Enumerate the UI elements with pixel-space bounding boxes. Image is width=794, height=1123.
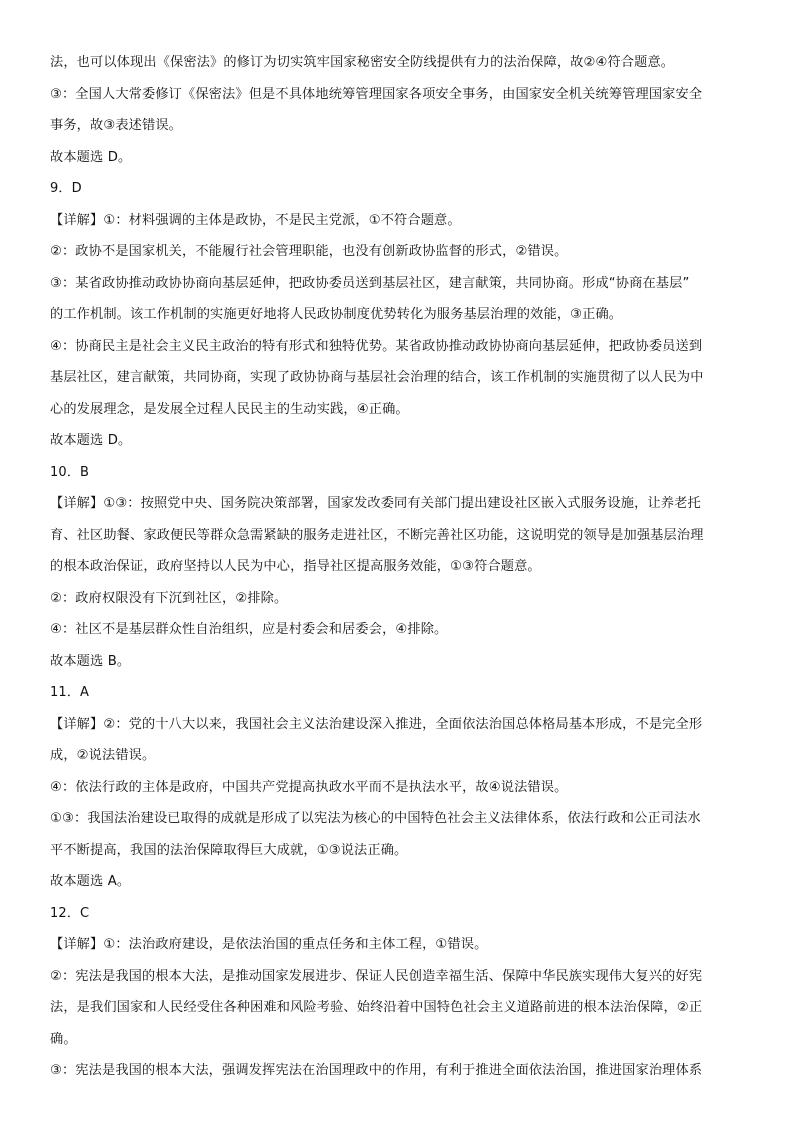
- text-line: 法，也可以体现出《保密法》的修订为切实筑牢国家秘密安全防线提供有力的法治保障，故②④符合题意。: [50, 55, 675, 70]
- text-line: 事务，故③表述错误。: [50, 118, 183, 133]
- answer-number: 9．D: [50, 181, 82, 196]
- text-line: ③：某省政协推动政协协商向基层延伸，把政协委员送到基层社区，建言献策，共同协商。形成“协商在基层”: [50, 276, 690, 291]
- text-line: ③：宪法是我国的根本大法，强调发挥宪法在治国理政中的作用，有利于推进全面依法治国，推进国家治理体系: [50, 1063, 703, 1078]
- text-line: 故本题选 D。: [50, 433, 132, 448]
- text-line: 心的发展理念，是发展全过程人民民主的生动实践，④正确。: [50, 402, 409, 417]
- text-line: 育、社区助餐、家政便民等群众急需紧缺的服务走进社区，不断完善社区功能，这说明党的领导是加强基层治理: [50, 528, 704, 543]
- answer-number: 12．C: [50, 906, 90, 921]
- text-line: 【详解】①③：按照党中央、国务院决策部署，国家发改委同有关部门提出建设社区嵌入式服务设施，让养老托: [50, 496, 701, 511]
- text-line: 的工作机制。该工作机制的实施更好地将人民政协制度优势转化为服务基层治理的效能，③正确。: [50, 307, 623, 322]
- text-line: ④：社区不是基层群众性自治组织，应是村委会和居委会，④排除。: [50, 622, 448, 637]
- text-line: 的根本政治保证，政府坚持以人民为中心，指导社区提高服务效能，①③符合题意。: [50, 559, 541, 574]
- text-line: 基层社区，建言献策，共同协商，实现了政协协商与基层社会治理的结合，该工作机制的实施贯彻了以人民为中: [50, 370, 704, 385]
- text-line: ②：宪法是我国的根本大法，是推动国家发展进步、保证人民创造幸福生活、保障中华民族实现伟大复兴的好宪: [50, 969, 703, 984]
- text-line: ②：政协不是国家机关，不能履行社会管理职能，也没有创新政协监督的形式，②错误。: [50, 244, 568, 259]
- text-line: 故本题选 D。: [50, 150, 132, 165]
- text-line: 平不断提高，我国的法治保障取得巨大成就，①③说法正确。: [50, 843, 408, 858]
- text-line: 法，是我们国家和人民经受住各种困难和风险考验、始终沿着中国特色社会主义道路前进的根本法治保障，②正: [50, 1000, 703, 1015]
- text-line: 故本题选 B。: [50, 654, 131, 669]
- answer-number: 10．B: [50, 465, 90, 480]
- text-line: ②：政府权限没有下沉到社区，②排除。: [50, 591, 288, 606]
- text-line: 【详解】②：党的十八大以来，我国社会主义法治建设深入推进，全面依法治国总体格局基本形成，不是完全形: [50, 717, 703, 732]
- text-line: 【详解】①：材料强调的主体是政协，不是民主党派，①不符合题意。: [50, 213, 461, 228]
- text-line: ①③：我国法治建设已取得的成就是形成了以宪法为核心的中国特色社会主义法律体系，依法行政和公正司法水: [50, 811, 701, 826]
- answer-number: 11．A: [50, 685, 90, 700]
- text-line: ④：依法行政的主体是政府，中国共产党提高执政水平而不是执法水平，故④说法错误。: [50, 780, 568, 795]
- text-line: 成，②说法错误。: [50, 748, 156, 763]
- text-line: ③：全国人大常委修订《保密法》但是不具体地统筹管理国家各项安全事务，由国家安全机关统筹管理国家安全: [50, 87, 703, 102]
- text-line: 故本题选 A。: [50, 874, 131, 889]
- text-line: ④：协商民主是社会主义民主政治的特有形式和独特优势。某省政协推动政协协商向基层延伸，把政协委员送到: [50, 339, 703, 354]
- text-line: 确。: [50, 1032, 77, 1047]
- text-line: 【详解】①：法治政府建设，是依法治国的重点任务和主体工程，①错误。: [50, 937, 488, 952]
